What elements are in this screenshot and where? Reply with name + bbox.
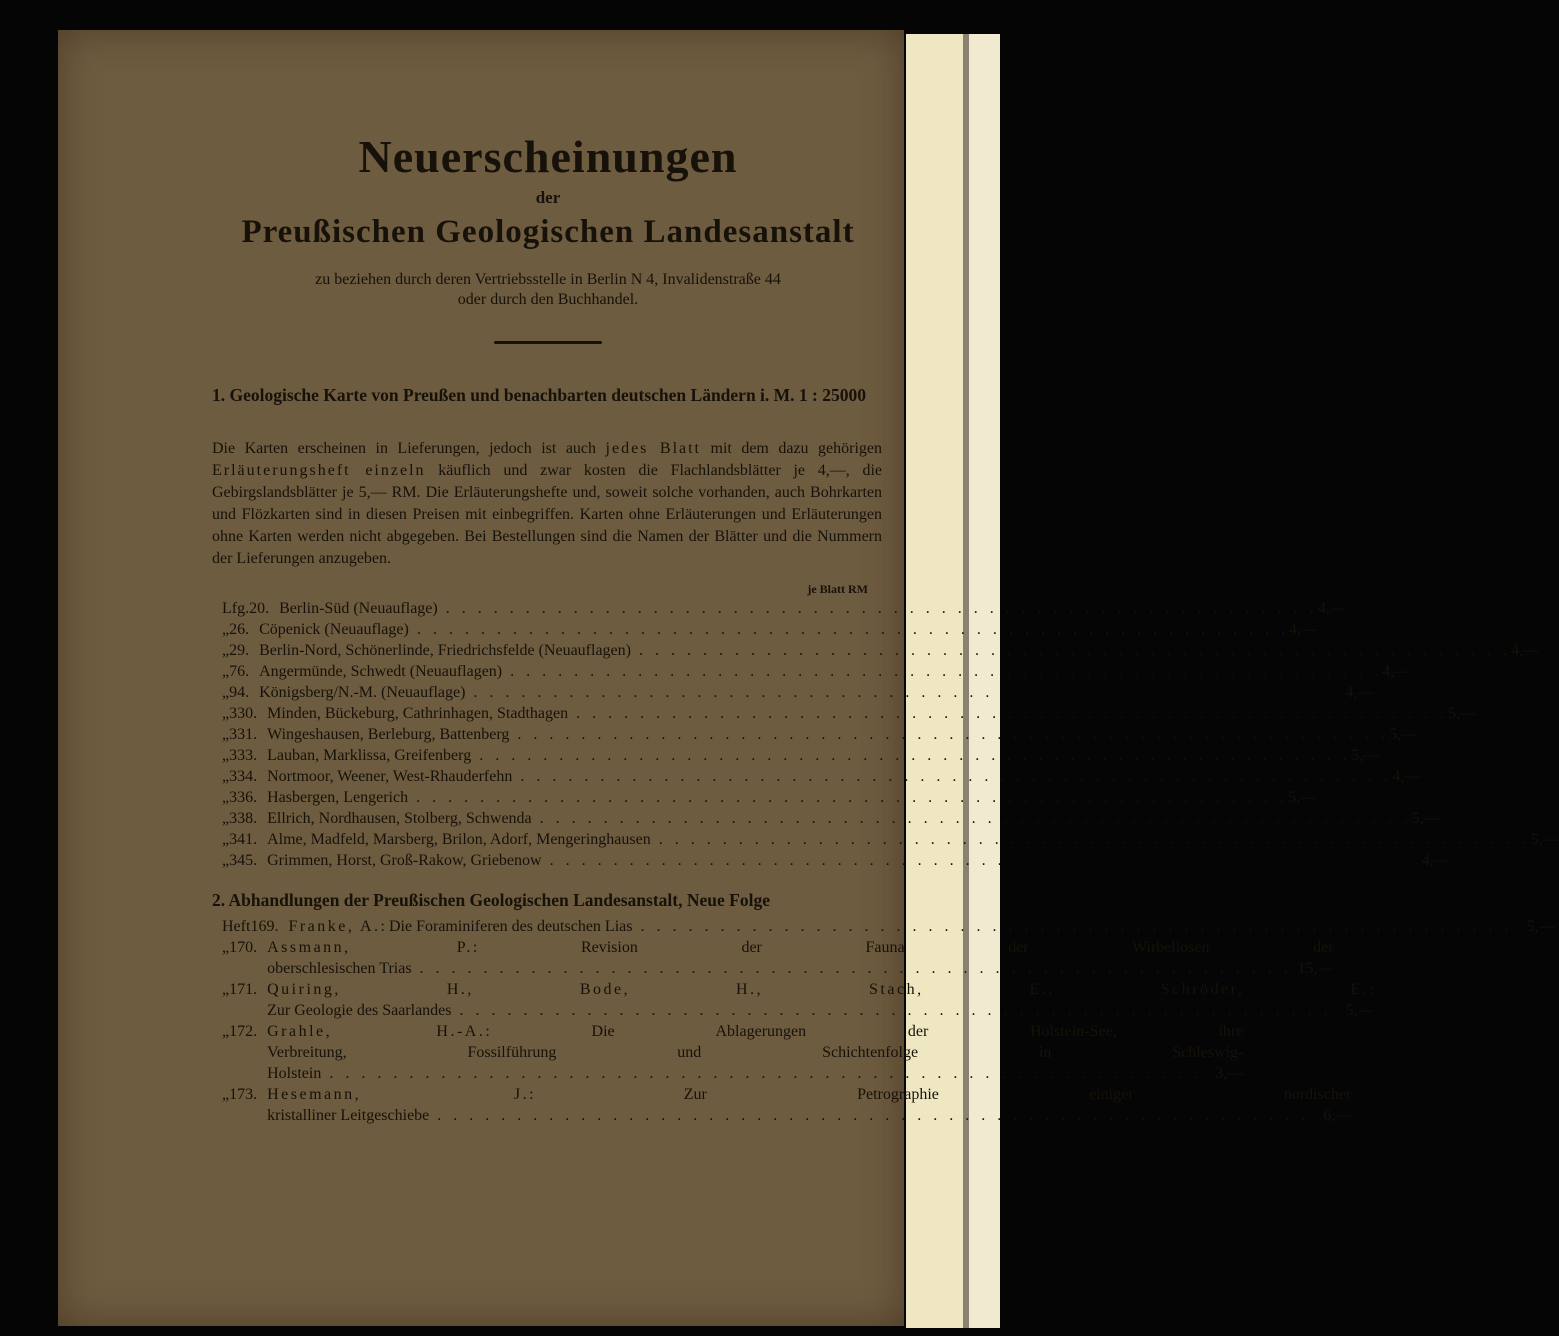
publication-author: Franke, A. <box>288 918 381 935</box>
map-pre: „ <box>222 852 230 869</box>
page-title: Neuerscheinungen <box>358 131 738 182</box>
list-item <box>222 619 1317 640</box>
map-price: 4,— <box>1382 663 1411 680</box>
map-pre: „ <box>222 768 230 785</box>
map-name: Berlin-Nord, Schönerlinde, Friedrichsfelde (Neuauflagen) . . . <box>259 640 1511 661</box>
publication-prefix: „ <box>222 939 230 956</box>
publication-prefix: „ <box>222 981 230 998</box>
list-item <box>222 937 1334 979</box>
map-name: Ellrich, Nordhausen, Stolberg, Schwenda . . . <box>267 808 1412 829</box>
list-item <box>222 682 1374 703</box>
map-name: Königsberg/N.-M. (Neuauflage) . . . <box>259 682 1345 703</box>
map-price: 5,— <box>1411 810 1440 827</box>
publication-number: 170. <box>229 939 258 956</box>
map-num: 29. <box>229 642 250 659</box>
title-connector: der <box>535 188 561 207</box>
map-pre: „ <box>222 684 230 701</box>
map-price: 4,— <box>1317 600 1346 617</box>
map-price: 5,— <box>1389 726 1418 743</box>
list-item <box>222 1084 1352 1126</box>
map-price: 5,— <box>1530 831 1559 848</box>
list-item <box>222 640 1539 661</box>
publication-title: : <box>1369 981 1374 998</box>
publication-title: : Die Ablagerungen der Holstein-See, ihre <box>485 1023 1244 1040</box>
list-item <box>222 979 1374 1021</box>
map-num: 331. <box>229 726 258 743</box>
map-price: 4,— <box>1288 621 1317 638</box>
publication-title-end: oberschlesischen Trias . . . <box>267 958 1291 979</box>
map-name: Minden, Bückeburg, Cathrinhagen, Stadthagen . . . <box>267 703 1448 724</box>
publication-prefix: „ <box>222 1023 230 1040</box>
map-name: Hasbergen, Lengerich . . . <box>267 787 1288 808</box>
map-num: 94. <box>229 684 250 701</box>
map-pre: „ <box>222 726 230 743</box>
map-name: Alme, Madfeld, Marsberg, Brilon, Adorf, Mengeringhausen . . . <box>267 829 1531 850</box>
divider-rule <box>494 341 602 344</box>
address-line-1: zu beziehen durch deren Vertriebsstelle in Berlin N 4, Invalidenstraße 44 <box>315 271 781 288</box>
publication-price: 15,— <box>1297 960 1334 977</box>
map-num: 334. <box>229 768 258 785</box>
list-item <box>222 598 1346 619</box>
map-num: 20. <box>249 600 270 617</box>
publication-title-end: Zur Geologie des Saarlandes . . . <box>267 1000 1331 1021</box>
publication-number: 173. <box>229 1086 258 1103</box>
map-name: Wingeshausen, Berleburg, Battenberg . . . <box>267 724 1389 745</box>
map-pre: „ <box>222 789 230 806</box>
map-list <box>222 598 1559 871</box>
map-name: Angermünde, Schwedt (Neuauflagen) . . . <box>259 661 1382 682</box>
map-price: 5,— <box>1448 705 1477 722</box>
map-price: 4,— <box>1392 768 1421 785</box>
price-column-header: je Blatt RM <box>807 582 868 596</box>
institution-name: Preußischen Geologischen Landesanstalt <box>241 214 855 250</box>
list-item <box>222 829 1559 850</box>
publication-author: Hesemann, J. <box>267 1086 530 1103</box>
map-num: 26. <box>229 621 250 638</box>
publication-title: : Die Foraminiferen des deutschen Lias <box>380 918 633 935</box>
map-price: 5,— <box>1351 747 1380 764</box>
publication-list <box>222 916 1555 1126</box>
publication-prefix: Heft <box>222 918 251 935</box>
map-num: 333. <box>229 747 258 764</box>
list-item <box>222 1021 1244 1084</box>
publication-number: 172. <box>229 1023 258 1040</box>
distribution-address <box>200 270 896 310</box>
publication-title-end: kristalliner Leitgeschiebe . . . <box>267 1105 1309 1126</box>
publication-number: 169. <box>250 918 279 935</box>
list-item <box>222 724 1418 745</box>
map-name: Nortmoor, Weener, West-Rhauderfehn . . . <box>267 766 1392 787</box>
map-pre: „ <box>222 621 230 638</box>
map-num: 345. <box>229 852 258 869</box>
publication-number: 171. <box>229 981 258 998</box>
list-item <box>222 703 1477 724</box>
map-price: 5,— <box>1288 789 1317 806</box>
publication-price: 3,— <box>1215 1065 1244 1082</box>
publication-author: Grahle, H.-A. <box>267 1023 486 1040</box>
publication-price: 6,— <box>1323 1107 1352 1124</box>
list-item <box>222 745 1380 766</box>
map-pre: „ <box>222 831 230 848</box>
map-name: Cöpenick (Neuauflage) . . . <box>259 619 1289 640</box>
list-item <box>222 766 1421 787</box>
publication-author: Assmann, P. <box>267 939 473 956</box>
list-item <box>222 661 1411 682</box>
map-pre: Lfg. <box>222 600 250 617</box>
map-pre: „ <box>222 810 230 827</box>
map-pre: „ <box>222 642 230 659</box>
list-item <box>222 850 1450 871</box>
section-1-heading: 1. Geologische Karte von Preußen und benachbarten deutschen Ländern i. M. 1 : 25000 <box>212 385 867 405</box>
address-line-2: oder durch den Buchhandel. <box>457 291 639 308</box>
map-num: 338. <box>229 810 258 827</box>
publication-price: 5,— <box>1345 1002 1374 1019</box>
map-name: Grimmen, Horst, Groß-Rakow, Griebenow . . . <box>267 850 1421 871</box>
publication-title: : Zur Petrographie einiger nordischer <box>529 1086 1352 1103</box>
map-num: 330. <box>229 705 258 722</box>
map-pre: „ <box>222 663 230 680</box>
section-2-heading: 2. Abhandlungen der Preußischen Geologischen Landesanstalt, Neue Folge <box>212 890 770 910</box>
publication-prefix: „ <box>222 1086 230 1103</box>
section-1-description: Die Karten erscheinen in Lieferungen, jedoch ist auch jedes Blatt mit dem dazu gehörigen Erläuterungsheft einzeln käuflich und zwar kosten die Flachlandsblätter je 4,—, die Gebirgslandsblätter je 5,— RM. Die Erläuterungshefte und, soweit solche vorhanden, auch Bohrkarten und Flözkarten sind in diesen Preisen mit einbegriffen. Karten ohne Erläuterungen und Erläuterungen ohne Karten werden nicht abgegeben. Bei Bestellungen sind die Namen der Blätter und die Nummern der Lieferungen anzugeben. <box>212 440 883 567</box>
publication-title: : Revision der Fauna der Wirbellosen der <box>472 939 1334 956</box>
map-num: 336. <box>229 789 258 806</box>
map-num: 341. <box>229 831 258 848</box>
list-item <box>222 916 1555 937</box>
publication-title-end: Holstein . . . <box>267 1063 1201 1084</box>
map-pre: „ <box>222 705 230 722</box>
list-item <box>222 787 1317 808</box>
map-num: 76. <box>229 663 250 680</box>
map-name: Berlin-Süd (Neuauflage) . . . <box>279 598 1318 619</box>
map-pre: „ <box>222 747 230 764</box>
publication-author: Quiring, H., Bode, H., Stach, E., Schröder, E. <box>267 981 1370 998</box>
map-price: 4,— <box>1421 852 1450 869</box>
map-price: 4,— <box>1345 684 1374 701</box>
publication-title: Verbreitung, Fossilführung und Schichtenfolge in Schleswig- <box>267 1044 1244 1061</box>
map-price: 4,— <box>1510 642 1539 659</box>
map-name: Lauban, Marklissa, Greifenberg . . . <box>267 745 1351 766</box>
publication-price: 5,— <box>1526 918 1555 935</box>
list-item <box>222 808 1440 829</box>
